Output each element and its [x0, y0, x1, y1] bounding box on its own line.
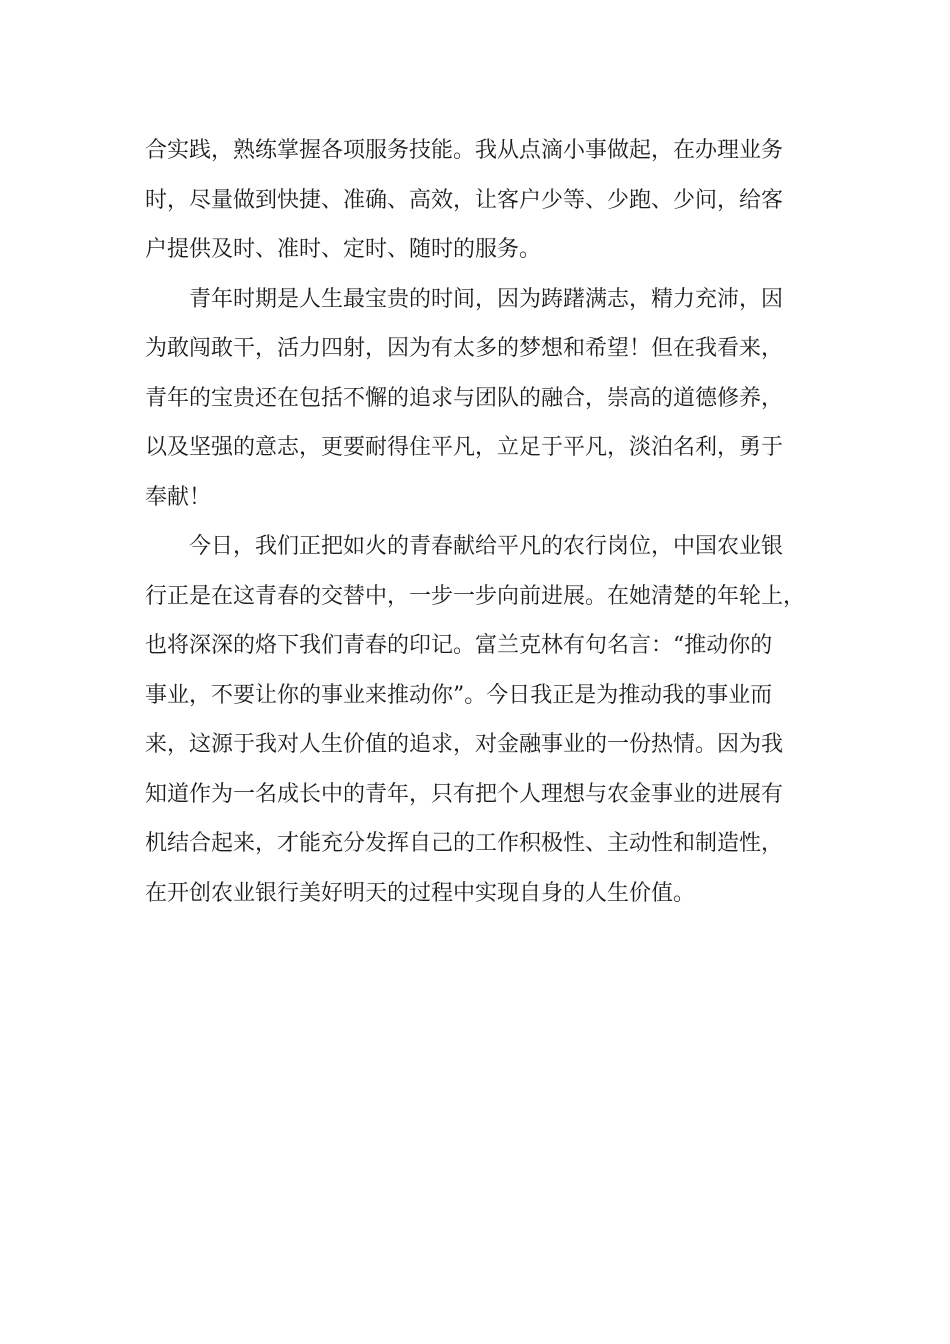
text-line: 户提供及时、准时、定时、随时的服务。: [145, 237, 542, 262]
text-line: 在开创农业银行美好明天的过程中实现自身的人生价值。: [145, 880, 696, 906]
text-line: 时，尽量做到快捷、准确、高效，让客户少等、少跑、少问，给客: [145, 187, 784, 213]
text-line: 行正是在这青春的交替中，一步一步向前进展。在她清楚的年轮上，: [145, 583, 806, 609]
paragraph-1: [145, 126, 810, 275]
text-line: 青年的宝贵还在包括不懈的追求与团队的融合，崇高的道德修养，: [145, 385, 784, 411]
text-line: 来，这源于我对人生价值的追求，对金融事业的一份热情。因为我: [145, 732, 784, 757]
text-line: 事业，不要让你的事业来推动你”。今日我正是为推动我的事业而: [145, 682, 773, 708]
text-line: 机结合起来，才能充分发挥自己的工作积极性、主动性和制造性，: [145, 831, 784, 856]
text-line: 今日，我们正把如火的青春献给平凡的农行岗位，中国农业银: [189, 534, 784, 559]
text-line: 以及坚强的意志，更要耐得住平凡，立足于平凡，淡泊名利，勇于: [145, 435, 784, 460]
paragraph-2: [145, 275, 810, 523]
paragraph-3: [145, 522, 810, 918]
text-line: 知道作为一名成长中的青年，只有把个人理想与农金事业的进展有: [145, 781, 784, 807]
text-line: 奉献！: [145, 484, 212, 510]
text-line: 青年时期是人生最宝贵的时间，因为踌躇满志，精力充沛，因: [189, 286, 784, 312]
text-line: 合实践，熟练掌握各项服务技能。我从点滴小事做起，在办理业务: [145, 138, 784, 163]
document-body: [145, 126, 810, 918]
text-line: 为敢闯敢干，活力四射，因为有太多的梦想和希望！但在我看来，: [145, 336, 784, 361]
text-line: 也将深深的烙下我们青春的印记。富兰克林有句名言：“推动你的: [145, 633, 773, 658]
